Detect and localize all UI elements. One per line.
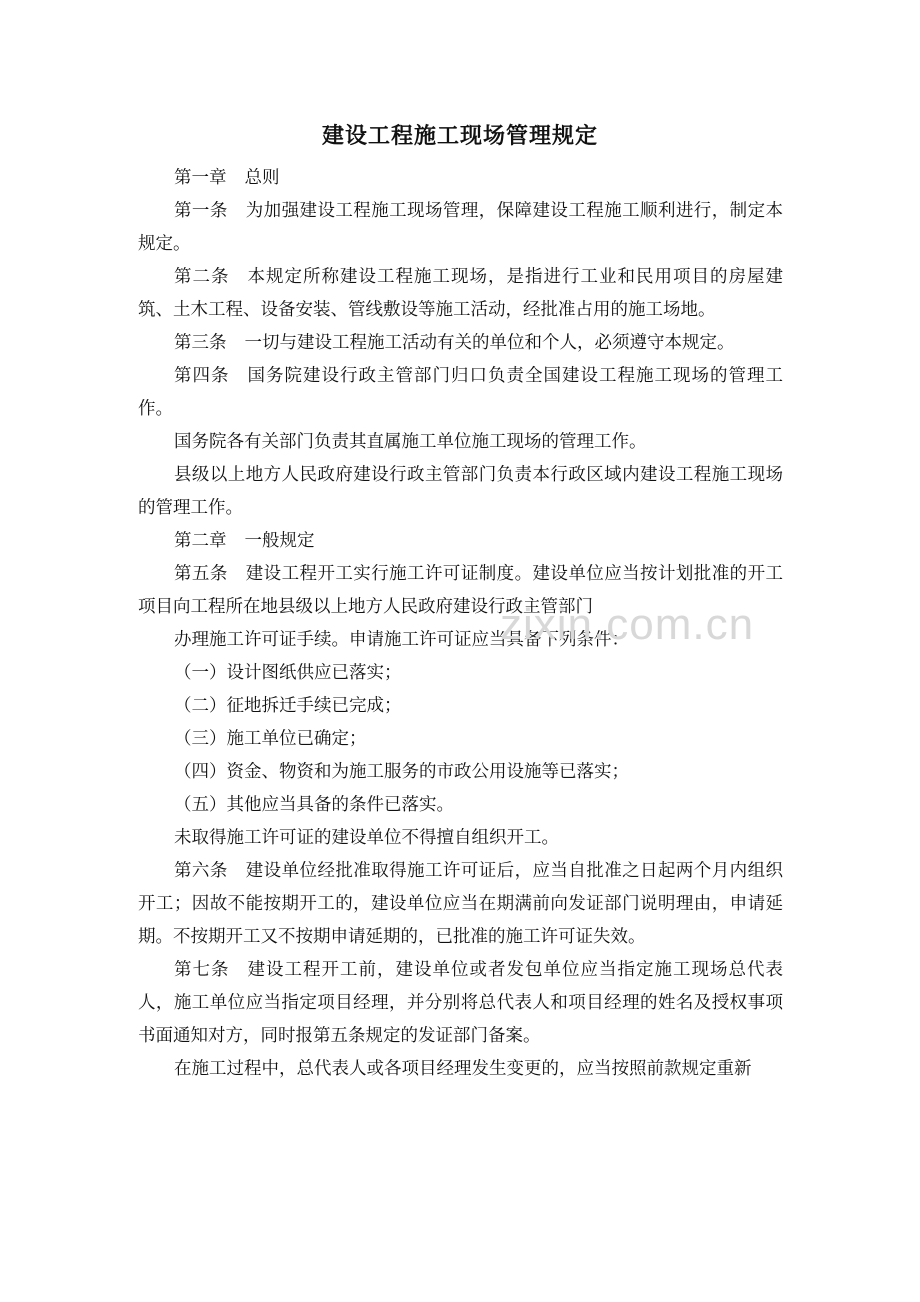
paragraph (138, 822, 783, 855)
article-heading: 第四条 (174, 366, 230, 386)
paragraph-text: 建设工程开工前，建设单位或者发包单位应当指定施工现场总代表人，施工单位应当指定项目经理，并分别将总代表人和项目经理的姓名及授权事项书面通知对方，同时报第五条规定的发证部门备案。 (138, 960, 783, 1046)
paragraph-text: 总则 (244, 168, 280, 188)
paragraph-text: 县级以上地方人民政府建设行政主管部门负责本行政区域内建设工程施工现场的管理工作。 (138, 465, 783, 518)
paragraph (138, 360, 783, 426)
paragraph (138, 723, 783, 756)
paragraph (138, 789, 783, 822)
watermark-text: zixin.com.cn (500, 600, 755, 649)
paragraph-text: 办理施工许可证手续。申请施工许可证应当具备下列条件： (174, 630, 629, 650)
paragraph (138, 195, 783, 261)
article-heading: 第一条 (174, 201, 228, 221)
article-heading: 第五条 (174, 564, 228, 584)
paragraph-text: 本规定所称建设工程施工现场，是指进行工业和民用项目的房屋建筑、土木工程、设备安装、管线敷设等施工活动，经批准占用的施工场地。 (138, 267, 783, 320)
paragraph-text: 一般规定 (244, 531, 315, 551)
paragraph (138, 1053, 783, 1086)
paragraph-text: 一切与建设工程施工活动有关的单位和个人，必须遵守本规定。 (244, 333, 735, 353)
paragraph (138, 459, 783, 525)
paragraph-text: 建设工程开工实行施工许可证制度。建设单位应当按计划批准的开工项目向工程所在地县级以上地方人民政府建设行政主管部门 (138, 564, 783, 617)
article-heading: 第二章 (174, 531, 227, 551)
paragraph (138, 426, 783, 459)
document-title: 建设工程施工现场管理规定 (321, 123, 598, 149)
paragraph (138, 657, 783, 690)
paragraph (138, 162, 783, 195)
paragraph (138, 756, 783, 789)
paragraph (138, 558, 783, 624)
article-heading: 第三条 (174, 333, 227, 353)
paragraph-text: 在施工过程中，总代表人或各项目经理发生变更的，应当按照前款规定重新 (174, 1059, 752, 1079)
paragraph-text: （一）设计图纸供应已落实； (174, 663, 402, 683)
paragraph (138, 261, 783, 327)
paragraph (138, 690, 783, 723)
paragraph (138, 327, 783, 360)
article-heading: 第一章 (174, 168, 227, 188)
paragraph-text: 为加强建设工程施工现场管理，保障建设工程施工顺利进行，制定本规定。 (138, 201, 783, 254)
paragraph-text: （五）其他应当具备的条件已落实。 (174, 795, 454, 815)
document-body (138, 162, 783, 1086)
article-heading: 第二条 (174, 267, 230, 287)
article-heading: 第六条 (174, 861, 228, 881)
paragraph-text: 国务院建设行政主管部门归口负责全国建设工程施工现场的管理工作。 (138, 366, 783, 419)
paragraph-text: 建设单位经批准取得施工许可证后，应当自批准之日起两个月内组织开工；因故不能按期开工的，建设单位应当在期满前向发证部门说明理由，申请延期。不按期开工又不按期申请延期的，已批准的施工许可证失效。 (138, 861, 783, 947)
paragraph-text: （四）资金、物资和为施工服务的市政公用设施等已落实； (174, 762, 629, 782)
article-heading: 第七条 (174, 960, 230, 980)
paragraph (138, 624, 783, 657)
paragraph-text: （三）施工单位已确定； (174, 729, 367, 749)
paragraph-text: 国务院各有关部门负责其直属施工单位施工现场的管理工作。 (174, 432, 647, 452)
paragraph-text: （二）征地拆迁手续已完成； (174, 696, 402, 716)
paragraph (138, 954, 783, 1053)
paragraph (138, 855, 783, 954)
paragraph (138, 525, 783, 558)
paragraph-text: 未取得施工许可证的建设单位不得擅自组织开工。 (174, 828, 559, 848)
